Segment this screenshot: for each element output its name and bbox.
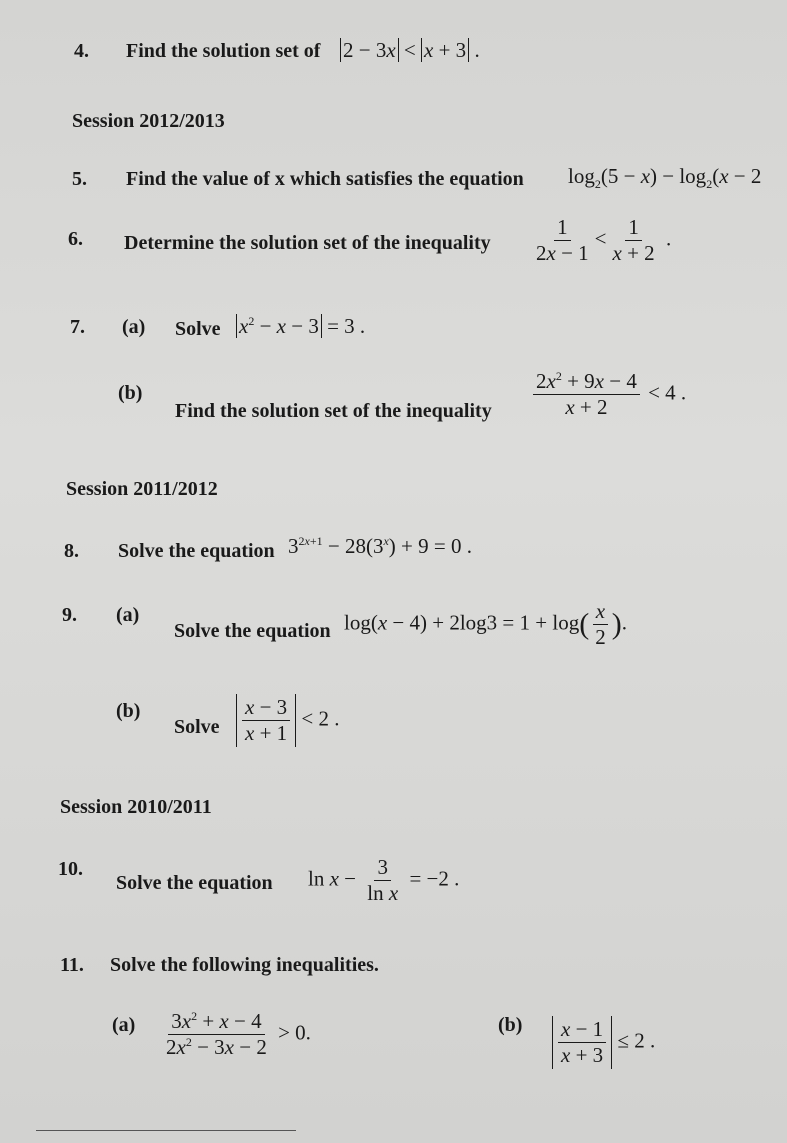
q7b-label: (b) (118, 382, 143, 404)
q8-number: 8. (64, 540, 79, 562)
q7a-label: (a) (122, 316, 146, 338)
q10-expression: ln x − $\frac{3}{\text{ln x}}$ = −2 . (308, 855, 460, 906)
q9-number: 9. (62, 604, 77, 626)
q11b-label: (b) (498, 1014, 523, 1036)
q11b-expression: $\frac{x - 1}{x + 3}$ ≤ 2 . (552, 1016, 655, 1069)
q7a-expression: $x^2 - x - 3 = 3$ . (236, 314, 365, 339)
q6-expression: $\frac{1}{2x - 1}$ < $\frac{1}{x + 2}$ . (536, 215, 672, 266)
q5-number: 5. (72, 168, 87, 190)
bottom-rule (36, 1130, 296, 1131)
session-heading-2012: Session 2012/2013 (72, 110, 225, 132)
session-heading-2011: Session 2011/2012 (66, 478, 218, 500)
q8-expression: $3^{2x+1} - 28(3^x) + 9 = 0$ . (288, 534, 472, 558)
q9a-text: Solve the equation (174, 620, 331, 642)
q10-text: Solve the equation (116, 872, 273, 894)
q11-text: Solve the following inequalities. (110, 954, 379, 976)
q11-number: 11. (60, 954, 84, 976)
q6-number: 6. (68, 228, 83, 250)
q4-expression: 2 − 3x < x + 3 . (340, 38, 480, 63)
q7-number: 7. (70, 316, 85, 338)
q4-number: 4. (74, 40, 89, 62)
session-heading-2010: Session 2010/2011 (60, 796, 212, 818)
q7b-expression: $\frac{2x^2 + 9x - 4}{x + 2}$ < 4 . (530, 370, 686, 419)
q10-number: 10. (58, 858, 83, 880)
q7b-text: Find the solution set of the inequality (175, 400, 492, 422)
q9a-expression: log(x − 4) + 2log3 = 1 + log( $\frac{x}{2}$ ). (344, 599, 627, 650)
q9a-label: (a) (116, 604, 140, 626)
q6-text: Determine the solution set of the inequality (124, 232, 491, 254)
q9b-expression: $\frac{x - 3}{x + 1}$ < 2 . (236, 694, 340, 747)
q9b-text: Solve (174, 716, 220, 738)
q9b-label: (b) (116, 700, 141, 722)
q11a-label: (a) (112, 1014, 136, 1036)
q5-expression: $\log_2(5 - x) - \log_2(x - 2$ (568, 164, 762, 192)
q11a-expression: $\frac{3x^2 + x - 4}{2x^2 - 3x - 2}$ > 0. (166, 1009, 311, 1060)
q4-text: Find the solution set of (126, 40, 321, 62)
q5-text: Find the value of x which satisfies the equation (126, 168, 524, 190)
q7a-text: Solve (175, 318, 221, 340)
q8-text: Solve the equation (118, 540, 275, 562)
